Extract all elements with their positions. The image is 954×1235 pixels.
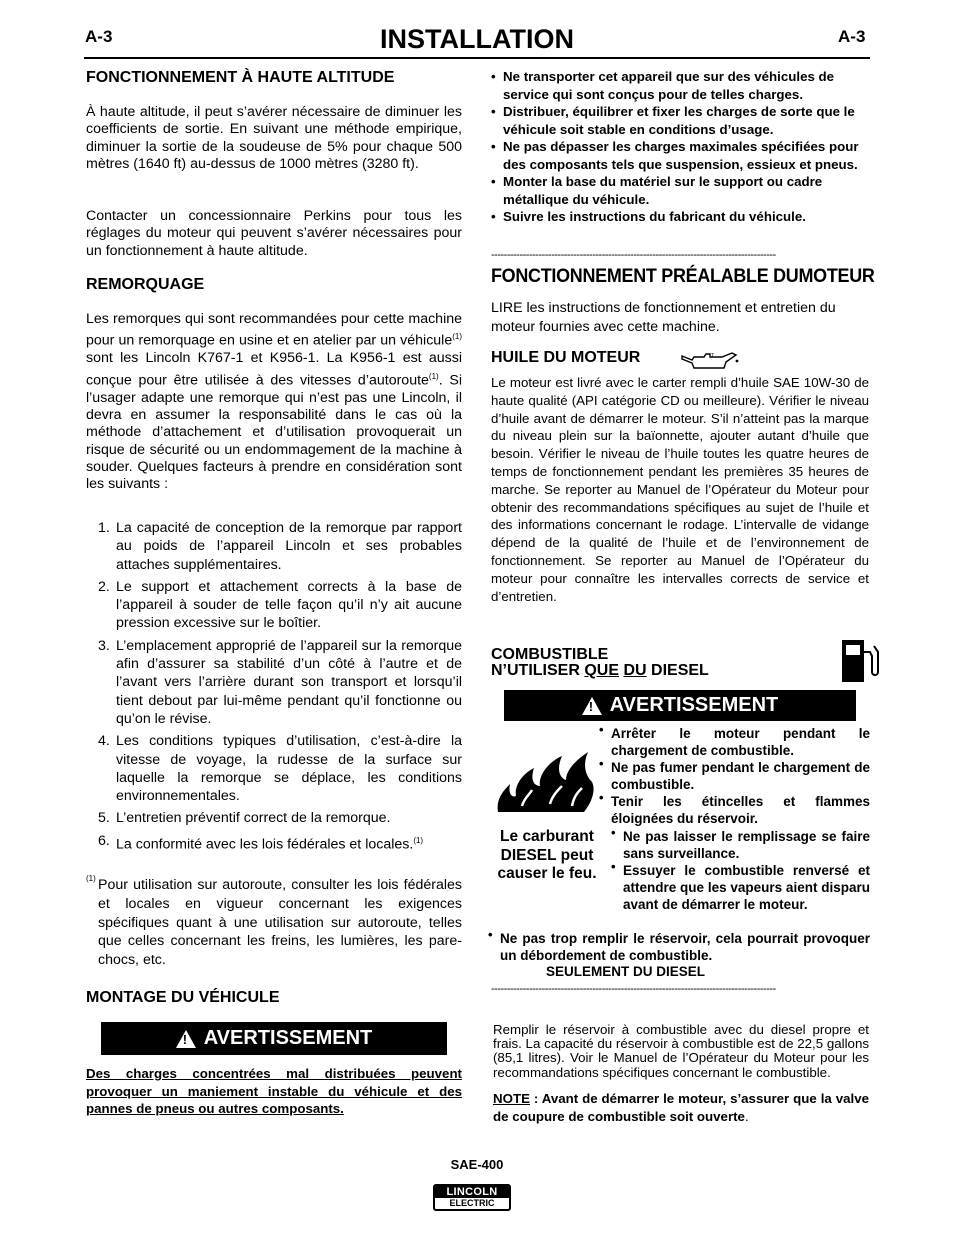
towing-heading: REMORQUAGE xyxy=(86,276,205,293)
vehicle-warning-banner xyxy=(101,1022,447,1055)
list-item: 3. L’emplacement approprié de l’appareil sur la remorque afin d’assurer sa stabilité d’un côté à l’autre et de l’avant vers l’arrière durant son transport et lorsqu’il tient debout par lui-même pendant qu’il fonctionne ou qu’on le révise. xyxy=(98,637,462,727)
list-item: • Distribuer, équilibrer et fixer les charges de sorte que le véhicule soit stable en conditions d’usage. xyxy=(491,103,869,138)
model-number: SAE-400 xyxy=(450,1157,504,1172)
list-item: • Ne transporter cet appareil que sur des véhicules de service qui sont conçus pour de telles charges. xyxy=(491,68,869,103)
oil-text: Le moteur est livré avec le carter rempli d’huile SAE 10W-30 de haute qualité (API catégorie CD ou meilleure). Vérifier le niveau d’huile avant de démarrer le moteur. S’il n’atteint pas la marque du niveau plein sur la baïonnette, ajouter autant d’huile que besoin. Vérifier le niveau de l’huile toutes les quatre heures de temps de fonctionnement pendant les premières 35 heures de marche. Se reporter au Manuel de l’Opérateur du Moteur pour obtenir des recommandations spécifiques au sujet de l’huile et des informations concernant le rodage. L’intervalle de vidange dépend de la qualité de l’huile et de l’environnement de fonctionnement. Se reporter au Manuel de l’Opérateur du moteur pour connaître les intervalles corrects de service et d’entretien. xyxy=(491,375,869,604)
lincoln-electric-logo: LINCOLN ELECTRIC xyxy=(433,1184,511,1211)
dashed-divider: ------------------------------------------------------------------------------------------ xyxy=(491,249,776,261)
list-item: 1. La capacité de conception de la remorque par rapport au poids de l’appareil Lincoln et ses probables attaches supplémentaires. xyxy=(98,520,462,573)
header-rule xyxy=(84,57,870,59)
list-item: • Ne pas laisser le remplissage se faire sans surveillance. xyxy=(611,828,870,862)
fuel-heading-1: COMBUSTIBLE xyxy=(491,646,609,663)
altitude-heading: FONCTIONNEMENT À HAUTE ALTITUDE xyxy=(86,69,395,86)
fuel-pump-icon xyxy=(840,638,882,684)
warning-label: AVERTISSEMENT xyxy=(609,694,779,716)
fuel-warning-bullet-c xyxy=(488,930,870,964)
list-item: • Suivre les instructions du fabricant du véhicule. xyxy=(491,208,869,226)
page-code-right: A-3 xyxy=(838,27,866,46)
fuel-warning-banner xyxy=(504,690,856,721)
list-item: • Arrêter le moteur pendant le chargement de combustible. xyxy=(599,725,870,759)
footnote-text: Pour utilisation sur autoroute, consulter les lois fédérales et locales en vigueur concernant les exigences spécifiques quant à une utilisation sur autoroute, telles que celles concernant les freins, les lumières, les pare-chocs, etc. xyxy=(98,877,462,969)
altitude-paragraph-2: Contacter un concessionnaire Perkins pour tous les réglages du moteur qui peuvent s’avérer nécessaires pour un fonctionnement à haute altitude. xyxy=(86,208,462,259)
fuel-warning-bullets-b xyxy=(611,828,870,913)
footnote-mark: (1) xyxy=(86,874,96,883)
towing-factors-list xyxy=(86,519,462,858)
altitude-paragraph-1: À haute altitude, il peut s’avérer nécessaire de diminuer les coefficients de sortie. En suivant une méthode empirique, diminuer la sortie de la soudeuse de 5% pour chaque 500 mètres (1640 ft) au-dessus de 1000 mètres (3280 ft). xyxy=(86,104,462,172)
fire-icon xyxy=(492,746,602,814)
oil-heading: HUILE DU MOTEUR xyxy=(491,349,641,366)
warning-label: AVERTISSEMENT xyxy=(203,1027,373,1049)
svg-text:T: T xyxy=(711,353,715,359)
oil-can-icon xyxy=(680,349,740,371)
list-item: 2. Le support et attachement corrects à la base de l’appareil à souder de telle façon qu’il n’y ait aucune pression excessive sur le boîtier. xyxy=(98,578,462,632)
warning-icon: ! xyxy=(176,1030,196,1048)
page-code-left: A-3 xyxy=(85,27,113,46)
vehicle-warning-text: Des charges concentrées mal distribuées peuvent provoquer un maniement instable du véhicule et des pannes de pneus ou autres composants. xyxy=(86,1066,462,1116)
list-item: • Ne pas dépasser les charges maximales spécifiées pour des composants tels que suspension, essieux et pneus. xyxy=(491,138,869,173)
list-item: 4. Les conditions typiques d’utilisation, c’est-à-dire la vitesse de voyage, la rudesse de la surface sur laquelle la remorque se déplace, les conditions environnementales. xyxy=(98,733,462,805)
list-item: 6. La conformité avec les lois fédérales et locales.$^{(1)}$ xyxy=(98,832,424,853)
prestart-heading: FONCTIONNEMENT PRÉALABLE DUMOTEUR xyxy=(491,265,875,287)
list-item: • Ne pas trop remplir le réservoir, cela pourrait provoquer un débordement de combustible. xyxy=(488,930,870,964)
vehicle-bullets xyxy=(491,68,869,226)
vehicle-heading: MONTAGE DU VÉHICULE xyxy=(86,989,280,1006)
list-item: • Monter la base du matériel sur le support ou cadre métallique du véhicule. xyxy=(491,173,869,208)
fire-caption: Le carburant DIESEL peut causer le feu. xyxy=(497,828,597,882)
fuel-warning-bullets-a xyxy=(599,725,870,827)
page-title: INSTALLATION xyxy=(380,24,574,54)
fuel-note: NOTE : Avant de démarrer le moteur, s’assurer que la valve de coupure de combustible soit ouverte. xyxy=(493,1091,869,1124)
towing-paragraph: Les remorques qui sont recommandées pour cette machine pour un remorquage en usine et en atelier par un véhicule$^{(1)}$ sont les Lincoln K767-1 et K956-1. La K956-1 est aussi conçue pour être utilisée à des vitesses d’autoroute$^{(1)}$. Si l’usager adapte une remorque qui n’est pas une Lincoln, il devra en assumer la responsabilité dans le cas où la méthode d’attachement et d’utilisation provoquerait un risque de sécurité ou un endommagement de la machine à souder. Quelques facteurs à prendre en considération sont les suivants : xyxy=(86,311,462,493)
list-item: • Essuyer le combustible renversé et attendre que les vapeurs aient disparu avant de démarrer le moteur. xyxy=(611,862,870,913)
list-item: • Ne pas fumer pendant le chargement de combustible. xyxy=(599,759,870,793)
prestart-text: LIRE les instructions de fonctionnement et entretien du moteur fournies avec cette machine. xyxy=(491,300,836,335)
warning-icon: ! xyxy=(582,697,602,715)
dashed-divider: ------------------------------------------------------------------------------------------ xyxy=(491,983,776,995)
diesel-only-label: SEULEMENT DU DIESEL xyxy=(546,964,706,979)
list-item: 5. L’entretien préventif correct de la remorque. xyxy=(98,810,391,827)
list-item: • Tenir les étincelles et flammes éloignées du réservoir. xyxy=(599,793,870,827)
fuel-text: Remplir le réservoir à combustible avec du diesel propre et frais. La capacité du réservoir à combustible est de 22,5 gallons (85,1 litres). Voir le Manuel de l’Opérateur du Moteur pour les recommandations spécifiques concernant le combustible. xyxy=(493,1022,869,1080)
fuel-heading-2: N’UTILISER QUE DU DIESEL xyxy=(491,662,709,679)
